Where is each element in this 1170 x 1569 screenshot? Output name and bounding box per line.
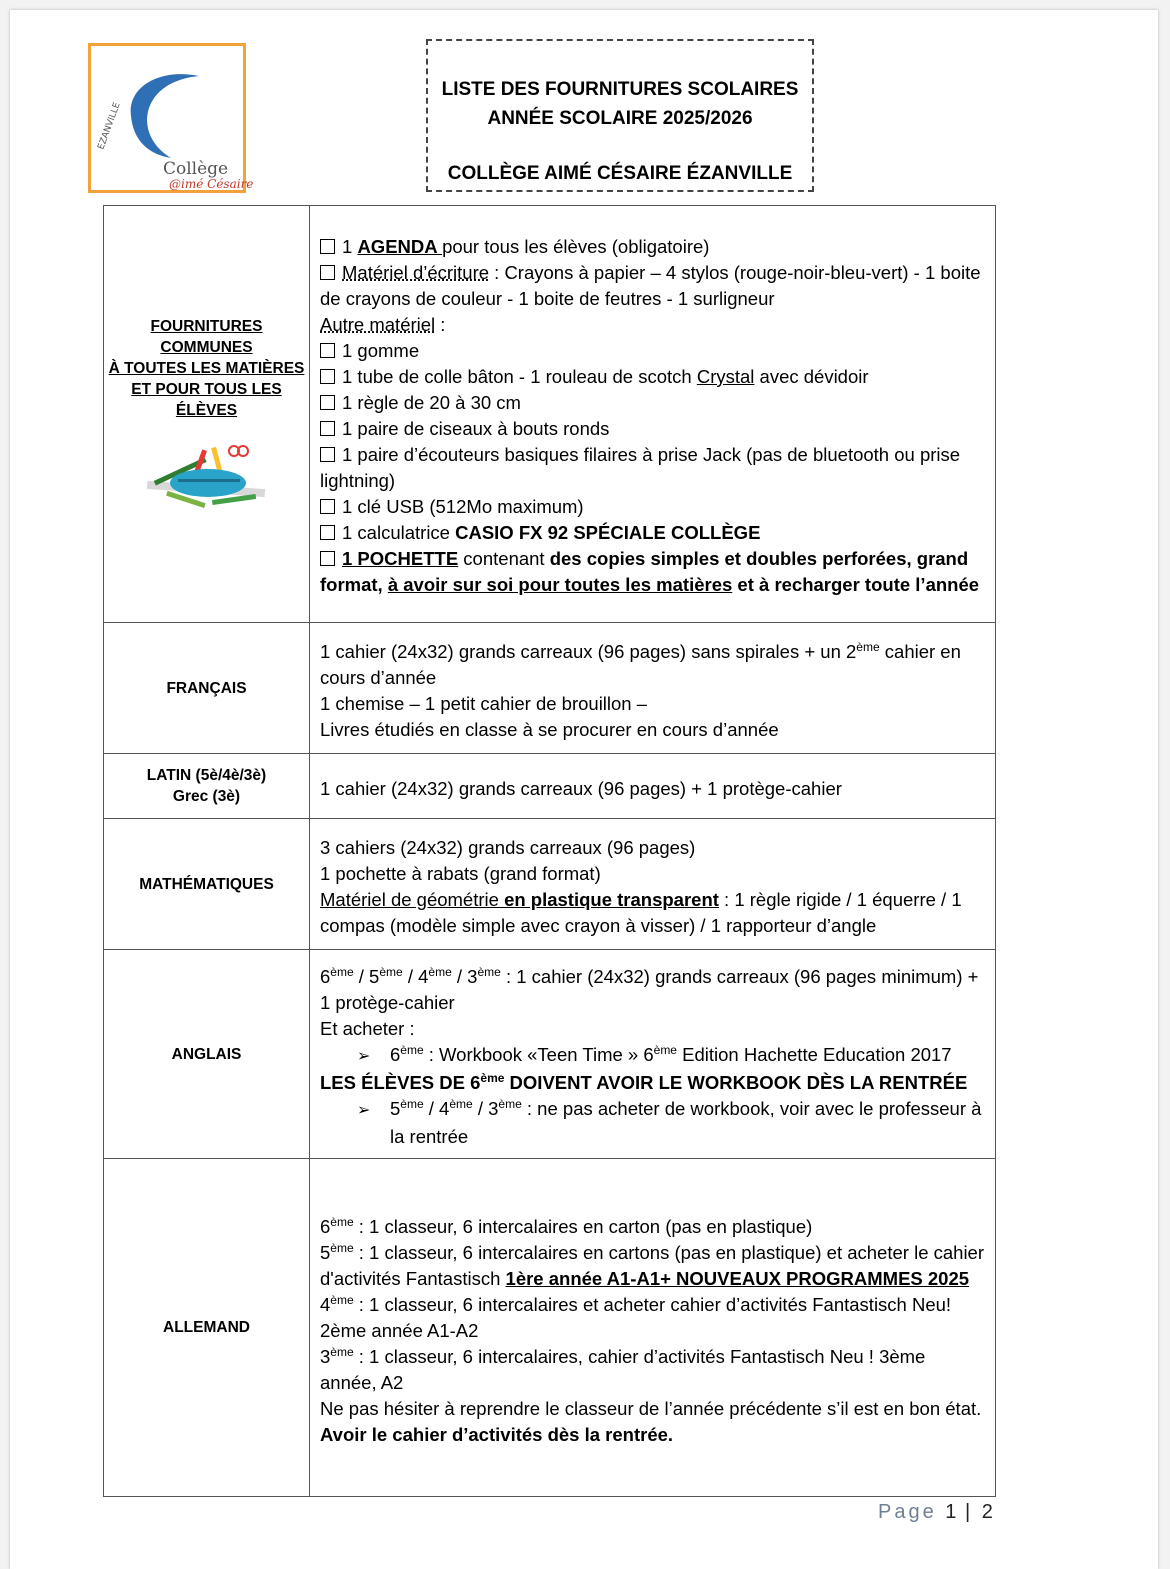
text: 1 règle de 20 à 30 cm (342, 392, 521, 413)
college-logo (88, 43, 254, 193)
text: 1ère année A1-A1+ NOUVEAUX PROGRAMMES 2025 (505, 1267, 970, 1289)
text: AGENDA (357, 236, 443, 257)
header-year-line: ANNÉE SCOLAIRE 2025/2026 (487, 108, 753, 129)
content-allemand (310, 1159, 996, 1497)
text: ème (856, 640, 880, 654)
checkbox-icon (320, 421, 335, 436)
text: 5 (390, 1098, 401, 1119)
francais-line (320, 639, 985, 691)
footer-total-pages: 2 (981, 1501, 993, 1523)
row-francais (104, 623, 996, 754)
text: 1 POCHETTE (342, 548, 459, 569)
item-regle (320, 390, 985, 416)
content-maths (310, 819, 996, 950)
checkbox-icon (320, 343, 335, 358)
item-colle (320, 364, 985, 390)
text: 6 (320, 1215, 331, 1237)
quill-logo-icon (91, 46, 254, 191)
subject-line: À TOUTES LES MATIÈRES (108, 359, 305, 377)
footer-label: Page (878, 1501, 937, 1523)
subject-line: LATIN (5è/4è/3è) (146, 767, 267, 784)
text: Matériel de géométrie (320, 889, 505, 910)
text: ème (400, 1043, 424, 1057)
text: des copies simples et doubles perforées, grand format, (320, 548, 969, 595)
text: : 1 classeur, 6 intercalaires et acheter cahier d’activités Fantastisch Neu! 2ème année A1-A2 (320, 1293, 952, 1341)
arrow-bullet-icon: ➢ (357, 1048, 371, 1065)
text: 3 (320, 1345, 331, 1367)
text: ème (449, 1097, 473, 1111)
pencil-case-icon (142, 439, 272, 519)
text: CASIO FX 92 SPÉCIALE COLLÈGE (455, 522, 761, 543)
text: : 1 classeur, 6 intercalaires en carton (pas en plastique) (353, 1215, 813, 1237)
subject-allemand: ALLEMAND (104, 1159, 310, 1497)
text: / 3 (472, 1098, 499, 1119)
row-latin (104, 754, 996, 819)
text: avec dévidoir (754, 366, 869, 387)
subject-francais: FRANÇAIS (104, 623, 310, 754)
item-calculatrice (320, 520, 985, 546)
text: : 1 classeur, 6 intercalaires en cartons (pas en plastique) et acheter le cahier d'activités Fantastisch (320, 1241, 985, 1289)
text: : (435, 314, 446, 335)
text: 4 (320, 1293, 331, 1315)
text: ème (428, 965, 452, 979)
text: Matériel d’écriture (342, 262, 490, 283)
text: ème (480, 1071, 505, 1085)
content-anglais (310, 950, 996, 1159)
anglais-bullet (320, 1096, 985, 1150)
content-francais (310, 623, 996, 754)
item-gomme (320, 338, 985, 364)
text: : Crayons à papier – 4 stylos (rouge-noir-bleu-vert) - 1 boite de crayons de couleur - 1 boite de feutres - 1 surligneur (320, 262, 981, 309)
header-school-line: COLLÈGE AIMÉ CÉSAIRE ÉZANVILLE (447, 163, 793, 184)
text: et à recharger toute l’année (732, 574, 980, 595)
maths-line: 3 cahiers (24x32) grands carreaux (96 pages) (320, 837, 696, 858)
item-ecriture (320, 260, 985, 312)
text: : 1 règle rigide / 1 équerre / 1 compas (modèle simple avec crayon à visser) / 1 rapporteur d’angle (320, 889, 962, 936)
text: ème (330, 965, 354, 979)
item-agenda (320, 234, 985, 260)
footer-current-page: 1 (945, 1501, 957, 1523)
text: ème (330, 1292, 354, 1307)
supplies-table (103, 205, 996, 1497)
subject-line: ET POUR TOUS LES (131, 380, 282, 398)
item-ecouteurs (320, 442, 985, 494)
row-maths (104, 819, 996, 950)
logo-arc-text: EZANVILLE (96, 101, 123, 152)
francais-line: 1 chemise – 1 petit cahier de brouillon – (320, 693, 648, 714)
allemand-line (320, 1292, 985, 1344)
subject-latin (104, 754, 310, 819)
text: 1 clé USB (512Mo maximum) (342, 496, 584, 517)
text: 1 tube de colle bâton - 1 rouleau de scotch (342, 366, 697, 387)
text: ème (379, 965, 403, 979)
text: 1 cahier (24x32) grands carreaux (96 pages) sans spirales + un 2 (320, 641, 857, 662)
text: ème (477, 965, 501, 979)
text: 5 (320, 1241, 331, 1263)
text: ème (330, 1344, 354, 1359)
row-allemand (104, 1159, 996, 1497)
row-anglais (104, 950, 996, 1159)
checkbox-icon (320, 499, 335, 514)
subject-line: Grec (3è) (172, 788, 241, 805)
allemand-line (320, 1344, 985, 1396)
anglais-line (320, 964, 985, 1016)
checkbox-icon (320, 239, 335, 254)
anglais-bullet (320, 1042, 985, 1070)
text: ème (498, 1097, 522, 1111)
allemand-line: Ne pas hésiter à reprendre le classeur de l’année précédente s’il est en bon état. (320, 1397, 982, 1419)
text: 1 (342, 236, 358, 257)
arrow-bullet-icon: ➢ (357, 1102, 371, 1119)
page-footer (878, 1501, 993, 1524)
logo-name-text: @imé Césaire (169, 177, 254, 191)
content-latin (310, 754, 996, 819)
text: 1 calculatrice (342, 522, 456, 543)
checkbox-icon (320, 369, 335, 384)
text: / 4 (402, 966, 429, 987)
content-communes (310, 206, 996, 623)
anglais-line (320, 1070, 985, 1096)
text: 1 gomme (342, 340, 420, 361)
text: 1 paire d’écouteurs basiques filaires à prise Jack (pas de bluetooth ou prise lightning) (320, 444, 961, 491)
text: / 5 (353, 966, 380, 987)
subject-line: COMMUNES (160, 338, 253, 356)
subject-anglais: ANGLAIS (104, 950, 310, 1159)
text: 6 (390, 1044, 401, 1065)
subject-line: FOURNITURES (150, 317, 263, 335)
allemand-line: Avoir le cahier d’activités dès la rentrée. (320, 1423, 674, 1445)
header-title-line: LISTE DES FOURNITURES SCOLAIRES (441, 79, 799, 100)
text: : ne pas acheter de workbook, voir avec le professeur à la rentrée (390, 1098, 982, 1147)
checkbox-icon (320, 551, 335, 566)
item-autre (320, 312, 985, 338)
text: ème (400, 1097, 424, 1111)
allemand-line (320, 1214, 985, 1240)
checkbox-icon (320, 447, 335, 462)
maths-line: 1 pochette à rabats (grand format) (320, 863, 601, 884)
checkbox-icon (320, 525, 335, 540)
text: contenant (458, 548, 550, 569)
text: : Workbook «Teen Time » 6 (423, 1044, 654, 1065)
item-pochette (320, 546, 985, 598)
text: pour tous les élèves (obligatoire) (442, 236, 710, 257)
subject-communes (104, 206, 310, 623)
document-header (426, 39, 814, 192)
text: Crystal (696, 366, 755, 387)
text: ème (330, 1214, 354, 1229)
text: : 1 classeur, 6 intercalaires, cahier d’activités Fantastisch Neu ! 3ème année, A2 (320, 1345, 926, 1393)
text: / 4 (423, 1098, 450, 1119)
text: 1 paire de ciseaux à bouts ronds (342, 418, 610, 439)
text: Edition Hachette Education 2017 (676, 1044, 952, 1065)
logo-college-text: Collège (163, 159, 229, 179)
footer-separator: | (964, 1501, 974, 1523)
text: à avoir sur soi pour toutes les matières (387, 574, 733, 595)
checkbox-icon (320, 395, 335, 410)
row-communes (104, 206, 996, 623)
text: ème (330, 1240, 354, 1255)
checkbox-icon (320, 265, 335, 280)
text: LES ÉLÈVES DE 6 (320, 1072, 481, 1093)
item-usb (320, 494, 985, 520)
allemand-line (320, 1240, 985, 1292)
latin-line: 1 cahier (24x32) grands carreaux (96 pages) + 1 protège-cahier (320, 778, 842, 799)
text: ème (653, 1043, 677, 1057)
subject-maths: MATHÉMATIQUES (104, 819, 310, 950)
subject-line: ÉLÈVES (175, 401, 238, 419)
text: en plastique transparent (504, 889, 719, 910)
text: Autre matériel (320, 314, 436, 335)
item-ciseaux (320, 416, 985, 442)
anglais-line: Et acheter : (320, 1018, 415, 1039)
text: / 3 (451, 966, 478, 987)
francais-line: Livres étudiés en classe à se procurer en cours d’année (320, 719, 779, 740)
text: 6 (320, 966, 331, 987)
text: cahier en cours d’année (320, 641, 961, 688)
maths-line (320, 887, 985, 939)
text: DOIVENT AVOIR LE WORKBOOK DÈS LA RENTRÉE (504, 1072, 968, 1093)
text: : 1 cahier (24x32) grands carreaux (96 pages minimum) + 1 protège-cahier (320, 966, 979, 1013)
